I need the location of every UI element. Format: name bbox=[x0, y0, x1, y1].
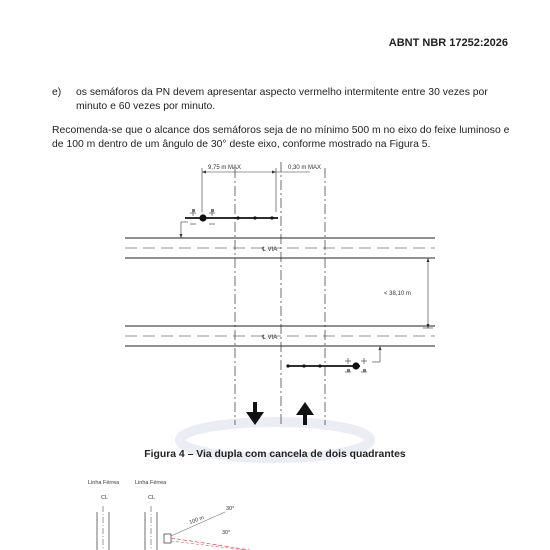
arrowhead bbox=[272, 171, 276, 174]
beam-line-upper bbox=[171, 512, 225, 536]
arrowhead bbox=[202, 171, 206, 174]
gate-north bbox=[180, 209, 279, 238]
figure-4-caption: Figura 4 – Via dupla com cancela de dois quadrantes bbox=[144, 449, 406, 460]
via-label-1: ℄ VIA bbox=[262, 247, 278, 253]
signal-icon bbox=[164, 534, 171, 543]
angle-label-2: 30° bbox=[222, 530, 231, 536]
distance-label: 100 m bbox=[188, 515, 206, 526]
dim-label-right: 0,30 m MAX bbox=[288, 165, 322, 171]
list-item-text: os semáforos da PN devem apresentar aspecto vermelho intermitente entre 30 vezes por minuto e 60 vezes por minuto. bbox=[76, 87, 488, 112]
centerline-label-2: CL bbox=[148, 495, 156, 501]
arrowhead bbox=[427, 258, 430, 262]
beam-line-lower bbox=[171, 541, 245, 550]
linha-ferrea-label-2: Linha Férrea bbox=[135, 480, 167, 486]
centerline-label-1: CL bbox=[101, 495, 109, 501]
list-marker: e) bbox=[52, 87, 62, 98]
via-label-2: ℄ VIA bbox=[262, 335, 278, 341]
recommendation-paragraph: Recomenda-se que o alcance dos semáforos seja de no mínimo 500 m no eixo do feixe luminoso e de 100 m dentro de um ângulo de 30° deste eixo, conforme mostrado na Figura 5. bbox=[52, 125, 510, 150]
gate-south bbox=[286, 346, 381, 372]
dim-label-left: 9,75 m MAX bbox=[208, 165, 242, 171]
linha-ferrea-label-1: Linha Férrea bbox=[88, 480, 120, 486]
figure-5-drawing bbox=[88, 480, 250, 550]
beam-axis bbox=[171, 538, 250, 550]
angle-label-1: 30° bbox=[226, 506, 235, 512]
standard-header: ABNT NBR 17252:2026 bbox=[388, 37, 508, 49]
dim-label-vertical: < 38,10 m bbox=[384, 291, 411, 297]
